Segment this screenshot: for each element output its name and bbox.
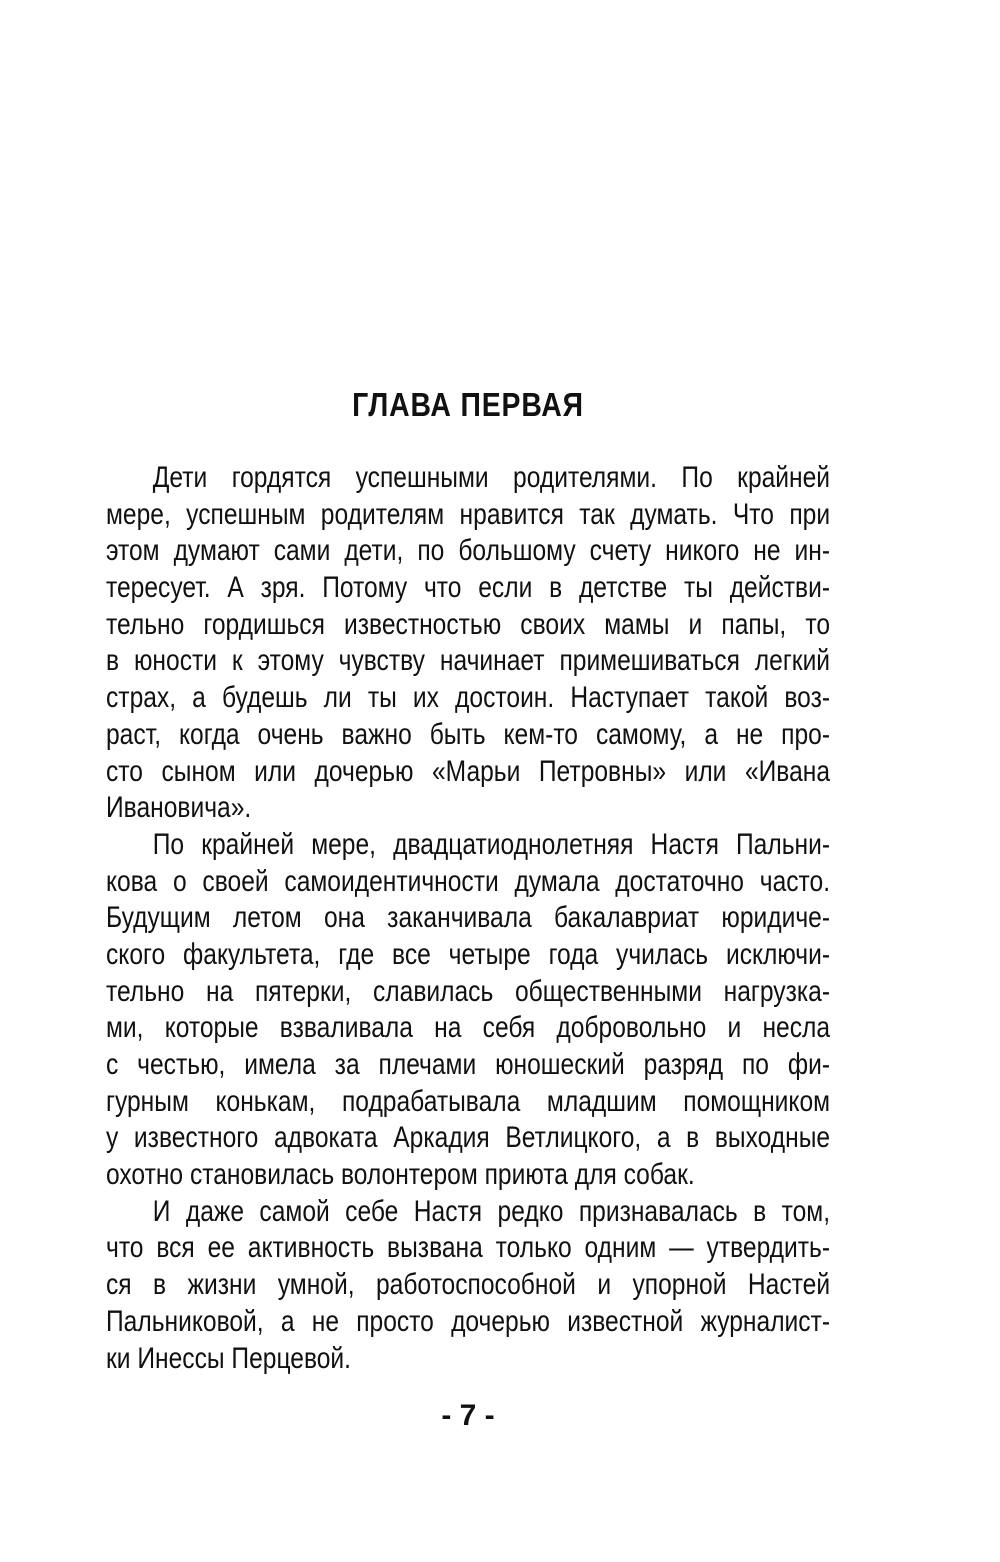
text-line: в юности к этому чувству начинает примешиваться легкий (106, 644, 831, 678)
page-number: - 7 - (441, 1399, 495, 1432)
text-line: Будущим летом она заканчивала бакалавриат юридиче- (106, 901, 831, 935)
text-line: этом думают сами дети, по большому счету никого не ин- (106, 534, 831, 568)
text-line: мере, успешным родителям нравится так думать. Что при (106, 497, 831, 531)
text-line: Ивановича». (106, 791, 252, 825)
text-line: охотно становилась волонтером приюта для собак. (106, 1158, 695, 1192)
text-line: тересует. А зря. Потому что если в детстве ты действи- (106, 571, 831, 605)
text-line: Пальниковой, а не просто дочерью известной журналист- (106, 1304, 831, 1338)
body-text (106, 460, 830, 1377)
text-line: ского факультета, где все четыре года училась исключи- (106, 937, 831, 971)
text-line: Дети гордятся успешными родителями. По крайней (152, 461, 831, 494)
text-line: у известного адвоката Аркадия Ветлицкого, а в выходные (106, 1121, 831, 1155)
text-line: сто сыном или дочерью «Марьи Петровны» или «Ивана (106, 754, 831, 788)
text-line: страх, а будешь ли ты их достоин. Наступает такой воз- (106, 681, 831, 715)
text-line: что вся ее активность вызвана только одним — утвердить- (106, 1231, 831, 1265)
text-line: тельно гордишься известностью своих мамы и папы, то (106, 607, 831, 641)
text-line: ми, которые взваливала на себя добровольно и несла (106, 1011, 831, 1045)
text-line: кова о своей самоидентичности думала достаточно часто. (106, 864, 831, 898)
text-line: раст, когда очень важно быть кем-то самому, а не про- (106, 717, 831, 751)
text-line: И даже самой себе Настя редко признавалась в том, (152, 1194, 831, 1228)
chapter-title: ГЛАВА ПЕРВАЯ (352, 386, 584, 423)
text-line: гурным конькам, подрабатывала младшим помощником (106, 1084, 831, 1118)
text-line: тельно на пятерки, славилась общественными нагрузка- (106, 974, 831, 1008)
text-line: с честью, имела за плечами юношеский разряд по фи- (106, 1048, 831, 1081)
text-line: По крайней мере, двадцатиоднолетняя Настя Пальни- (152, 827, 831, 861)
text-line: ки Инессы Перцевой. (106, 1341, 352, 1375)
text-line: ся в жизни умной, работоспособной и упорной Настей (106, 1268, 831, 1302)
